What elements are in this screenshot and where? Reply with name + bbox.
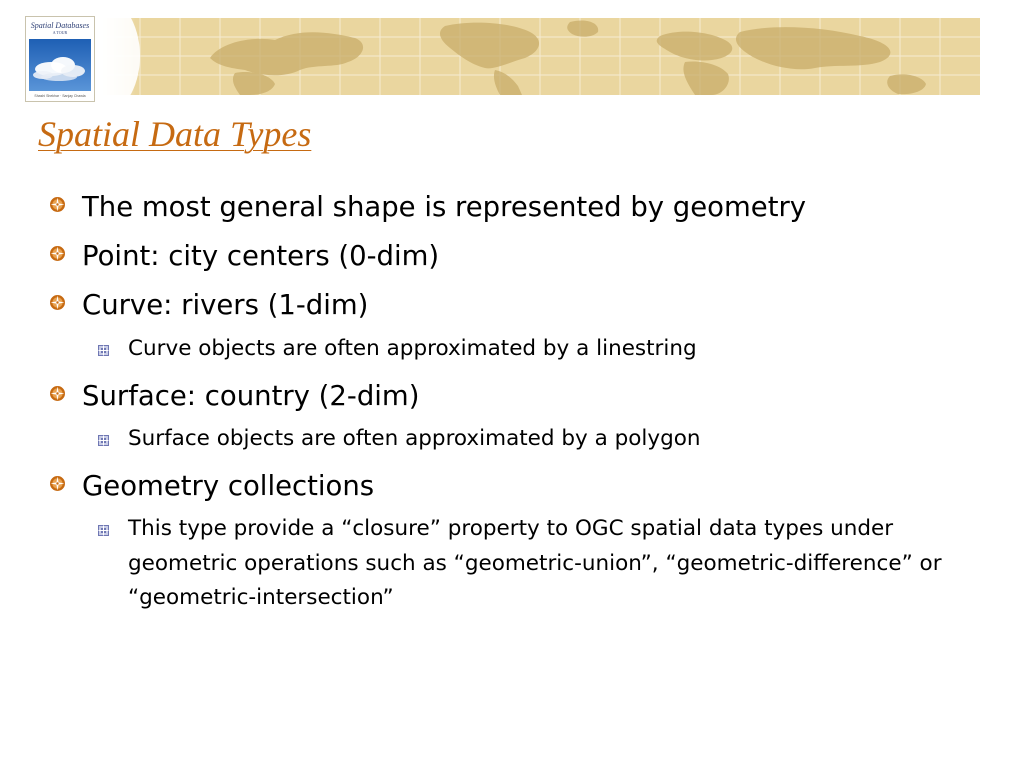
bullet-item: Surface: country (2-dim): [82, 380, 420, 412]
bullet-item: Curve: rivers (1-dim): [82, 289, 369, 321]
sub-bullet-item: Surface objects are often approximated by a polygon: [128, 426, 701, 451]
book-cover-authors: Shashi Shekhar · Sanjay Chawla: [34, 94, 86, 98]
compass-rose-icon: [49, 294, 66, 311]
book-cover-title: Spatial Databases: [30, 21, 90, 30]
square-grid-icon: [98, 435, 109, 446]
compass-rose-icon: [49, 196, 66, 213]
bullet-item: Geometry collections: [82, 470, 375, 502]
slide-title: Spatial Data Types: [38, 114, 312, 154]
bullet-item: Point: city centers (0-dim): [82, 240, 440, 272]
compass-rose-icon: [49, 245, 66, 262]
book-cover-subtitle: A TOUR: [52, 30, 68, 35]
square-grid-icon: [98, 525, 109, 536]
sub-bullet-item: Curve objects are often approximated by a linestring: [128, 336, 697, 361]
bullet-item: The most general shape is represented by geometry: [82, 191, 807, 223]
sub-bullet-item: This type provide a “closure” property to OGC spatial data types under geometric operations such as “geometric-union”, “geometric-difference” or “geometric-intersection”: [128, 516, 942, 610]
square-grid-icon: [98, 345, 109, 356]
compass-rose-icon: [49, 475, 66, 492]
compass-rose-icon: [49, 385, 66, 402]
